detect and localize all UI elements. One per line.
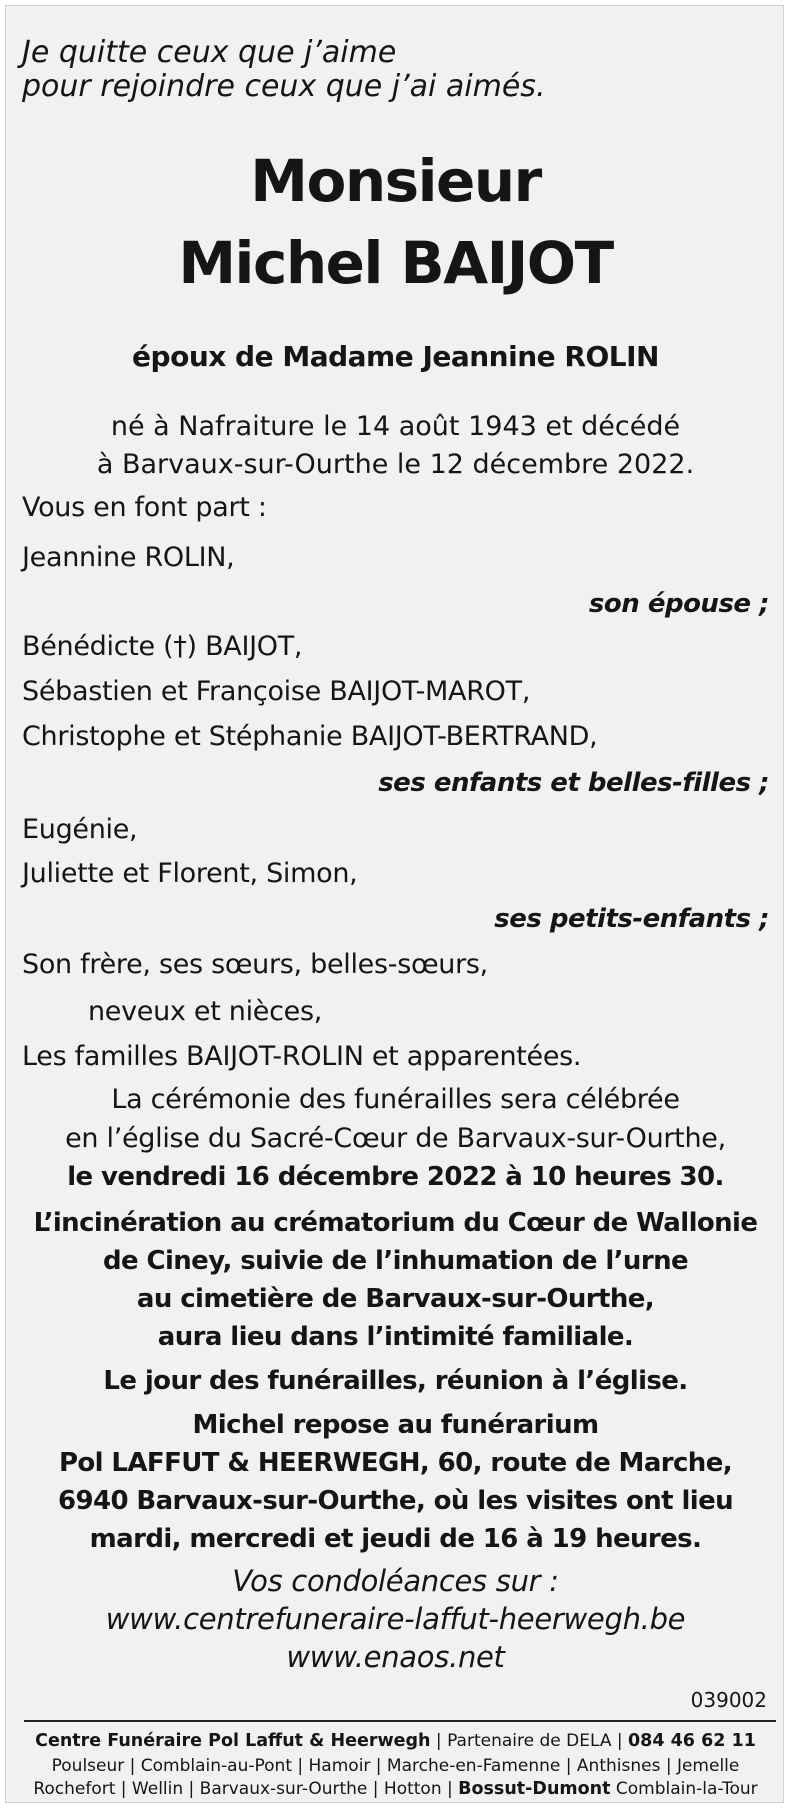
spouse-name: Jeannine ROLIN, [22,542,235,573]
footer-partner-2-location: Comblain-la-Tour [610,1779,758,1799]
grandchild-2: Juliette et Florent, Simon, [22,858,358,889]
reunion-line: Le jour des funérailles, réunion à l’église. [103,1366,688,1396]
child-3: Christophe et Stéphanie BAIJOT-BERTRAND, [22,721,598,752]
footer-line-1 [6,1730,785,1752]
condolences-website-1[interactable]: www.centrefuneraire-laffut-heerwegh.be [105,1602,686,1636]
child-1: Bénédicte (†) BAIJOT, [22,631,303,662]
visitation-line-2: Pol LAFFUT & HEERWEGH, 60, route de Marche, [58,1448,733,1478]
birth-death-line-2: à Barvaux-sur-Ourthe le 12 décembre 2022. [96,449,695,480]
cremation-line-3: au cimetière de Barvaux-sur-Ourthe, [136,1284,655,1314]
spouse-line: époux de Madame Jeannine ROLIN [132,340,659,373]
ceremony-line-2: en l’église du Sacré-Cœur de Barvaux-sur-Ourthe, [65,1123,726,1154]
condolences-website-2[interactable]: www.enaos.net [286,1640,505,1674]
footer-line-3 [6,1778,785,1800]
footer-phone[interactable]: 084 46 62 11 [628,1731,756,1751]
obituary-notice [5,5,784,1803]
epigraph-line-1: Je quitte ceux que j’aime [22,35,397,70]
announcement-intro: Vous en font part : [22,492,267,523]
cremation-line-2: de Ciney, suivie de l’inhumation de l’urne [102,1246,689,1276]
visitation-line-3: 6940 Barvaux-sur-Ourthe, où les visites ont lieu [57,1486,734,1516]
footer-locations: Rochefort | Wellin | Barvaux-sur-Ourthe | Hotton | [33,1779,459,1799]
grandchildren-relation: ses petits-enfants ; [494,904,769,934]
other-family-3: Les familles BAIJOT-ROLIN et apparentées. [22,1041,582,1072]
condolences-label: Vos condoléances sur : [232,1564,559,1598]
ceremony-date: le vendredi 16 décembre 2022 à 10 heures 30. [67,1162,724,1192]
ceremony-line-1: La cérémonie des funérailles sera célébrée [111,1084,680,1115]
footer-divider [24,1720,776,1722]
epigraph-line-2: pour rejoindre ceux que j’ai aimés. [22,69,546,104]
other-family-1: Son frère, ses sœurs, belles-sœurs, [22,949,488,980]
grandchild-1: Eugénie, [22,814,138,845]
visitation-line-4: mardi, mercredi et jeudi de 16 à 19 heures. [89,1524,702,1554]
child-2: Sébastien et Françoise BAIJOT-MAROT, [22,676,531,707]
footer-partner: | Partenaire de DELA | [430,1731,628,1751]
cremation-line-1: L’incinération au crématorium du Cœur de Wallonie [33,1208,758,1238]
spouse-relation: son épouse ; [588,589,769,619]
deceased-title: Monsieur [250,147,541,215]
other-family-2: neveux et nièces, [88,996,322,1027]
cremation-line-4: aura lieu dans l’intimité familiale. [157,1322,634,1352]
children-relation: ses enfants et belles-filles ; [378,768,769,798]
footer-line-2: Poulseur | Comblain-au-Pont | Hamoir | Marche-en-Famenne | Anthisnes | Jemelle [51,1756,740,1776]
funeral-home-name: Centre Funéraire Pol Laffut & Heerwegh [35,1731,431,1751]
reference-number: 039002 [690,1688,767,1712]
footer-partner-2: Bossut-Dumont [458,1779,611,1799]
visitation-line-1: Michel repose au funérarium [192,1410,599,1440]
deceased-name: Michel BAIJOT [178,229,613,297]
birth-death-line-1: né à Nafraiture le 14 août 1943 et décédé [110,411,681,442]
